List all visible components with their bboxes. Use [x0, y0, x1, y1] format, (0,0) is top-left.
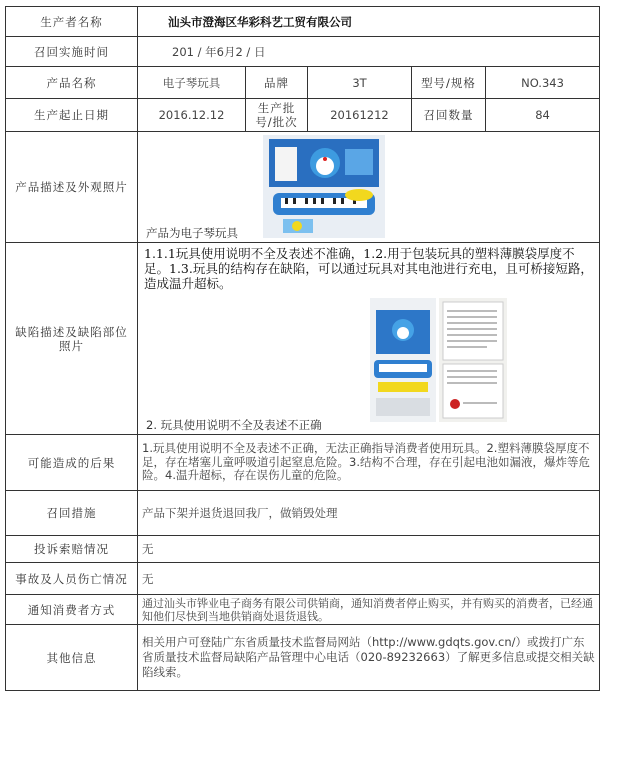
recall-info-table — [5, 6, 600, 691]
consequence-value: 1.玩具使用说明不全及表述不正确，无法正确指导消费者使用玩具。2.塑料薄膜袋厚度不足，存在堵塞儿童呼吸道引起窒息危险。3.结构不合理，存在引起电池如漏液，爆炸等危险。4.温升超标，存在误伤儿童的危险。 — [138, 435, 600, 491]
complaints-label: 投诉索赔情况 — [6, 536, 138, 563]
consequence-label: 可能造成的后果 — [6, 435, 138, 491]
defect-photo-manual — [439, 298, 507, 422]
defect-photo-toy — [370, 298, 436, 422]
batch-value: 20161212 — [308, 99, 412, 132]
other-label: 其他信息 — [6, 625, 138, 691]
other-value: 相关用户可登陆广东省质量技术监督局网站（http://www.gdqts.gov.cn/）或拨打广东省质量技术监督局缺陷产品管理中心电话（020-89232663）了解更多信息或提交相关缺陷线索。 — [138, 625, 600, 691]
measures-value: 产品下架并退货退回我厂，做销毁处理 — [138, 491, 600, 536]
product-photo — [263, 135, 385, 238]
appearance-label: 产品描述及外观照片 — [6, 132, 138, 243]
complaints-value: 无 — [138, 536, 600, 563]
model-value: NO.343 — [486, 67, 600, 99]
defect-caption: 2. 玩具使用说明不全及表述不正确 — [146, 418, 322, 432]
appearance-caption: 产品为电子琴玩具 — [146, 226, 238, 240]
production-date-label: 生产起止日期 — [6, 99, 138, 132]
producer-label: 生产者名称 — [6, 7, 138, 37]
notify-label: 通知消费者方式 — [6, 595, 138, 625]
production-date-value: 2016.12.12 — [138, 99, 246, 132]
product-name-label: 产品名称 — [6, 67, 138, 99]
product-name-value: 电子琴玩具 — [138, 67, 246, 99]
defect-label: 缺陷描述及缺陷部位照片 — [6, 243, 138, 435]
recall-date-label: 召回实施时间 — [6, 37, 138, 67]
recall-qty-label: 召回数量 — [412, 99, 486, 132]
brand-label: 品牌 — [246, 67, 308, 99]
notify-value: 通过汕头市铧业电子商务有限公司供销商，通知消费者停止购买，并有购买的消费者，已经通知他们尽快到当地供销商处退货退钱。 — [138, 595, 600, 625]
producer-value: 汕头市澄海区华彩科艺工贸有限公司 — [138, 7, 600, 37]
model-label: 型号/规格 — [412, 67, 486, 99]
recall-date-value: 201 / 年6月2 / 日 — [138, 37, 600, 67]
recall-qty-value: 84 — [486, 99, 600, 132]
defect-description: 1.1.1玩具使用说明不全及表述不准确，1.2.用于包装玩具的塑料薄膜袋厚度不足。1.3.玩具的结构存在缺陷，可以通过玩具对其电池进行充电，且可桥接短路，造成温升超标。 — [144, 246, 593, 291]
batch-label: 生产批号/批次 — [246, 99, 308, 132]
accidents-value: 无 — [138, 563, 600, 595]
brand-value: 3T — [308, 67, 412, 99]
accidents-label: 事故及人员伤亡情况 — [6, 563, 138, 595]
measures-label: 召回措施 — [6, 491, 138, 536]
